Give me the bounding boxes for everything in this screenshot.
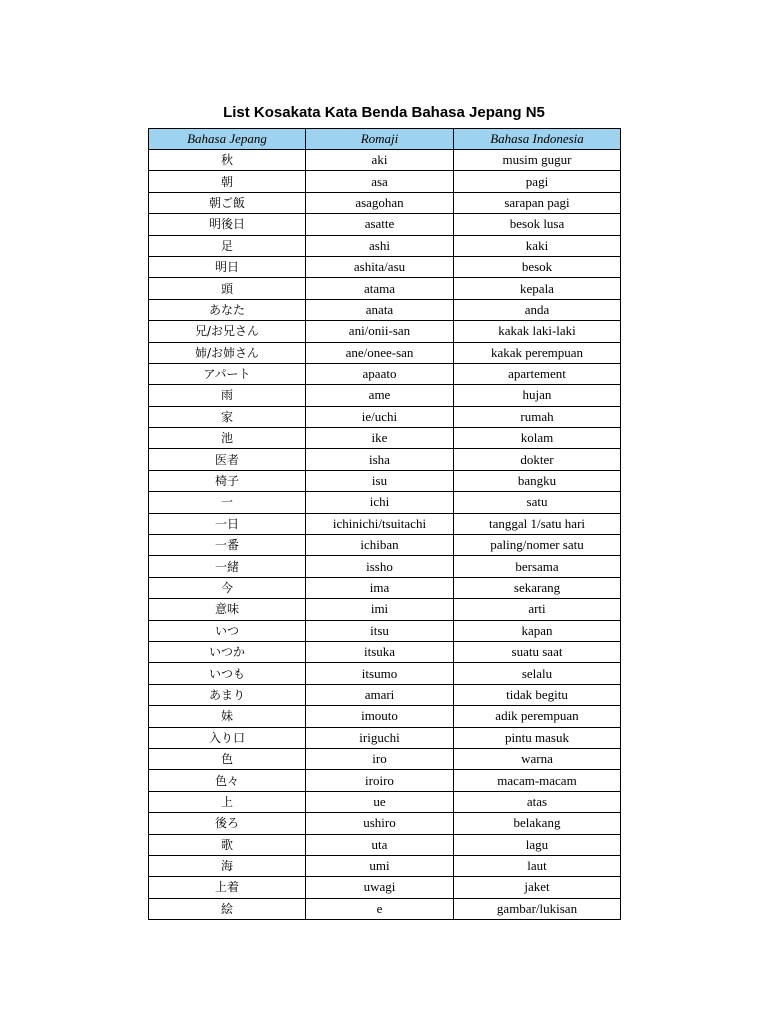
cell-japanese: 朝 — [149, 171, 306, 192]
cell-japanese: 上 — [149, 791, 306, 812]
cell-romaji: e — [306, 898, 454, 919]
header-indonesian: Bahasa Indonesia — [454, 129, 621, 150]
table-header-row — [149, 129, 621, 150]
cell-romaji: ashi — [306, 235, 454, 256]
cell-romaji: uwagi — [306, 877, 454, 898]
table-row — [149, 706, 621, 727]
cell-japanese: 上着 — [149, 877, 306, 898]
cell-indonesian: sarapan pagi — [454, 192, 621, 213]
table-row — [149, 898, 621, 919]
cell-indonesian: besok — [454, 256, 621, 277]
cell-romaji: ani/onii-san — [306, 321, 454, 342]
cell-indonesian: kakak perempuan — [454, 342, 621, 363]
table-row — [149, 192, 621, 213]
cell-japanese: 今 — [149, 577, 306, 598]
cell-romaji: ane/onee-san — [306, 342, 454, 363]
cell-romaji: aki — [306, 150, 454, 171]
table-row — [149, 556, 621, 577]
table-row — [149, 299, 621, 320]
cell-romaji: itsuka — [306, 641, 454, 662]
cell-romaji: atama — [306, 278, 454, 299]
cell-indonesian: paling/nomer satu — [454, 535, 621, 556]
cell-indonesian: pintu masuk — [454, 727, 621, 748]
cell-indonesian: sekarang — [454, 577, 621, 598]
cell-romaji: ichinichi/tsuitachi — [306, 513, 454, 534]
table-row — [149, 363, 621, 384]
cell-japanese: あなた — [149, 299, 306, 320]
table-row — [149, 492, 621, 513]
cell-romaji: ike — [306, 428, 454, 449]
table-row — [149, 513, 621, 534]
cell-indonesian: anda — [454, 299, 621, 320]
cell-japanese: 入り口 — [149, 727, 306, 748]
cell-japanese: いつ — [149, 620, 306, 641]
cell-romaji: ima — [306, 577, 454, 598]
cell-japanese: 秋 — [149, 150, 306, 171]
table-row — [149, 470, 621, 491]
cell-indonesian: kolam — [454, 428, 621, 449]
cell-indonesian: adik perempuan — [454, 706, 621, 727]
document-title: List Kosakata Kata Benda Bahasa Jepang N5 — [223, 104, 545, 121]
cell-indonesian: besok lusa — [454, 214, 621, 235]
header-japanese: Bahasa Jepang — [149, 129, 306, 150]
cell-romaji: ie/uchi — [306, 406, 454, 427]
cell-indonesian: tanggal 1/satu hari — [454, 513, 621, 534]
cell-indonesian: atas — [454, 791, 621, 812]
cell-indonesian: macam-macam — [454, 770, 621, 791]
cell-japanese: 一 — [149, 492, 306, 513]
cell-japanese: アパート — [149, 363, 306, 384]
cell-romaji: asa — [306, 171, 454, 192]
cell-japanese: 姉/お姉さん — [149, 342, 306, 363]
table-row — [149, 748, 621, 769]
cell-japanese: 雨 — [149, 385, 306, 406]
table-row — [149, 577, 621, 598]
cell-indonesian: pagi — [454, 171, 621, 192]
table-row — [149, 235, 621, 256]
table-row — [149, 599, 621, 620]
vocabulary-table — [148, 128, 621, 920]
cell-romaji: imouto — [306, 706, 454, 727]
cell-indonesian: lagu — [454, 834, 621, 855]
cell-romaji: ichiban — [306, 535, 454, 556]
cell-japanese: 医者 — [149, 449, 306, 470]
cell-indonesian: laut — [454, 855, 621, 876]
cell-japanese: あまり — [149, 684, 306, 705]
table-row — [149, 150, 621, 171]
cell-romaji: iriguchi — [306, 727, 454, 748]
cell-japanese: 家 — [149, 406, 306, 427]
table-row — [149, 791, 621, 812]
table-row — [149, 620, 621, 641]
table-row — [149, 855, 621, 876]
cell-indonesian: tidak begitu — [454, 684, 621, 705]
cell-romaji: imi — [306, 599, 454, 620]
cell-romaji: apaato — [306, 363, 454, 384]
cell-indonesian: jaket — [454, 877, 621, 898]
cell-romaji: asagohan — [306, 192, 454, 213]
cell-romaji: itsumo — [306, 663, 454, 684]
table-row — [149, 877, 621, 898]
cell-japanese: 歌 — [149, 834, 306, 855]
cell-indonesian: kapan — [454, 620, 621, 641]
cell-indonesian: warna — [454, 748, 621, 769]
cell-japanese: 色々 — [149, 770, 306, 791]
cell-indonesian: apartement — [454, 363, 621, 384]
cell-indonesian: kaki — [454, 235, 621, 256]
cell-japanese: いつか — [149, 641, 306, 662]
cell-indonesian: hujan — [454, 385, 621, 406]
table-row — [149, 813, 621, 834]
cell-romaji: isha — [306, 449, 454, 470]
cell-indonesian: kakak laki-laki — [454, 321, 621, 342]
cell-japanese: 足 — [149, 235, 306, 256]
cell-romaji: uta — [306, 834, 454, 855]
table-body — [149, 150, 621, 920]
table-row — [149, 727, 621, 748]
cell-japanese: 兄/お兄さん — [149, 321, 306, 342]
cell-indonesian: dokter — [454, 449, 621, 470]
cell-romaji: issho — [306, 556, 454, 577]
cell-romaji: ame — [306, 385, 454, 406]
cell-romaji: itsu — [306, 620, 454, 641]
table-row — [149, 342, 621, 363]
table-row — [149, 449, 621, 470]
cell-romaji: umi — [306, 855, 454, 876]
cell-japanese: 意味 — [149, 599, 306, 620]
cell-japanese: 椅子 — [149, 470, 306, 491]
cell-japanese: 頭 — [149, 278, 306, 299]
header-romaji: Romaji — [306, 129, 454, 150]
cell-romaji: amari — [306, 684, 454, 705]
cell-indonesian: bersama — [454, 556, 621, 577]
cell-japanese: 一緒 — [149, 556, 306, 577]
cell-japanese: 明後日 — [149, 214, 306, 235]
cell-japanese: 明日 — [149, 256, 306, 277]
table-row — [149, 535, 621, 556]
cell-japanese: 池 — [149, 428, 306, 449]
table-row — [149, 406, 621, 427]
cell-romaji: anata — [306, 299, 454, 320]
table-row — [149, 385, 621, 406]
cell-indonesian: bangku — [454, 470, 621, 491]
table-row — [149, 428, 621, 449]
table-row — [149, 256, 621, 277]
cell-indonesian: rumah — [454, 406, 621, 427]
table-row — [149, 171, 621, 192]
table-row — [149, 770, 621, 791]
cell-indonesian: suatu saat — [454, 641, 621, 662]
cell-indonesian: gambar/lukisan — [454, 898, 621, 919]
cell-romaji: ue — [306, 791, 454, 812]
cell-romaji: iroiro — [306, 770, 454, 791]
cell-japanese: 絵 — [149, 898, 306, 919]
cell-indonesian: satu — [454, 492, 621, 513]
table-row — [149, 641, 621, 662]
cell-japanese: 色 — [149, 748, 306, 769]
cell-romaji: isu — [306, 470, 454, 491]
cell-romaji: iro — [306, 748, 454, 769]
cell-japanese: いつも — [149, 663, 306, 684]
cell-japanese: 後ろ — [149, 813, 306, 834]
cell-romaji: ichi — [306, 492, 454, 513]
cell-japanese: 海 — [149, 855, 306, 876]
table-row — [149, 214, 621, 235]
cell-japanese: 一番 — [149, 535, 306, 556]
table-row — [149, 278, 621, 299]
cell-romaji: ashita/asu — [306, 256, 454, 277]
table-row — [149, 663, 621, 684]
cell-japanese: 一日 — [149, 513, 306, 534]
table-row — [149, 684, 621, 705]
cell-japanese: 朝ご飯 — [149, 192, 306, 213]
cell-romaji: asatte — [306, 214, 454, 235]
cell-indonesian: belakang — [454, 813, 621, 834]
cell-indonesian: kepala — [454, 278, 621, 299]
cell-romaji: ushiro — [306, 813, 454, 834]
cell-indonesian: arti — [454, 599, 621, 620]
cell-japanese: 妹 — [149, 706, 306, 727]
cell-indonesian: musim gugur — [454, 150, 621, 171]
table-row — [149, 321, 621, 342]
cell-indonesian: selalu — [454, 663, 621, 684]
table-row — [149, 834, 621, 855]
